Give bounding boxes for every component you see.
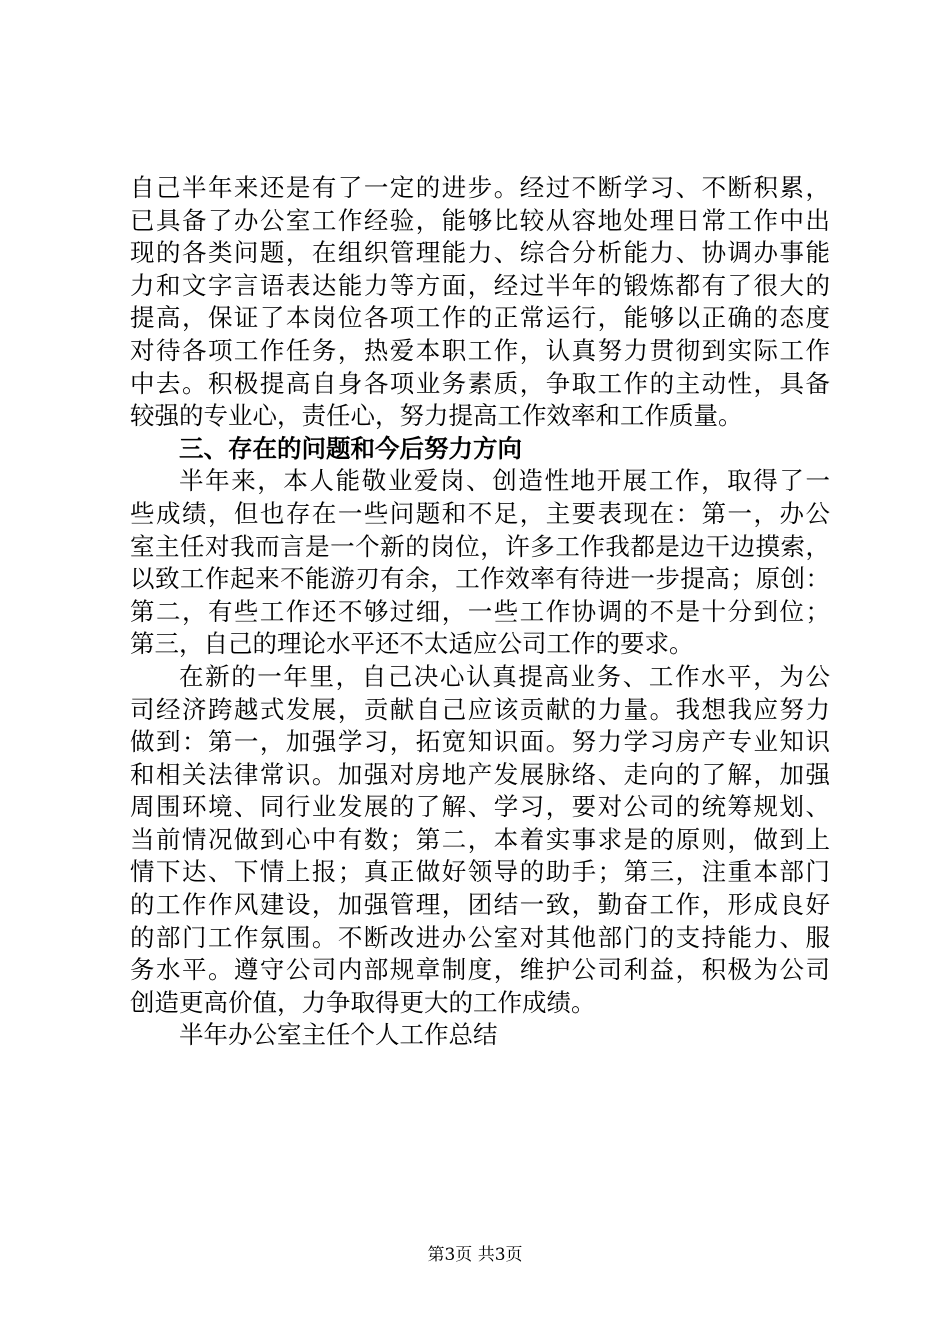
section-heading: 三、存在的问题和今后努力方向 xyxy=(179,433,522,463)
paragraph-3-line: 创造更高价值，力争取得更大的工作成绩。 xyxy=(130,987,596,1017)
paragraph-1-line: 自己半年来还是有了一定的进步。经过不断学习、不断积累， xyxy=(130,173,830,202)
paragraph-3-line: 和相关法律常识。加强对房地产发展脉络、走向的了解，加强 xyxy=(130,759,830,789)
page-number-label: 第3页 共3页 xyxy=(427,1245,523,1265)
paragraph-3-line: 当前情况做到心中有数；第二，本着实事求是的原则，做到上 xyxy=(130,824,830,854)
paragraph-3-line: 的部门工作氛围。不断改进办公室对其他部门的支持能力、服 xyxy=(130,922,830,952)
paragraph-3-line: 务水平。遵守公司内部规章制度，维护公司利益，积极为公司 xyxy=(130,955,830,985)
paragraph-3-line: 做到：第一，加强学习，拓宽知识面。努力学习房产专业知识 xyxy=(130,727,830,757)
paragraph-2-line: 以致工作起来不能游刃有余，工作效率有待进一步提高；原创： xyxy=(130,564,830,594)
paragraph-2-line: 室主任对我而言是一个新的岗位，许多工作我都是边干边摸索， xyxy=(130,531,830,561)
paragraph-1-line: 提高，保证了本岗位各项工作的正常运行，能够以正确的态度 xyxy=(130,303,830,333)
paragraph-1-line: 力和文字言语表达能力等方面，经过半年的锻炼都有了很大的 xyxy=(130,270,830,300)
closing-title: 半年办公室主任个人工作总结 xyxy=(179,1020,498,1050)
paragraph-1-line: 现的各类问题，在组织管理能力、综合分析能力、协调办事能 xyxy=(130,238,830,268)
paragraph-3-line: 周围环境、同行业发展的了解、学习，要对公司的统筹规划、 xyxy=(130,792,830,822)
page-footer xyxy=(0,1244,950,1266)
paragraph-3-line: 情下达、下情上报；真正做好领导的助手；第三，注重本部门 xyxy=(130,857,830,887)
paragraph-1-line: 较强的专业心，责任心，努力提高工作效率和工作质量。 xyxy=(130,401,743,431)
paragraph-1-line: 中去。积极提高自身各项业务素质，争取工作的主动性，具备 xyxy=(130,368,830,398)
paragraph-3-line: 在新的一年里，自己决心认真提高业务、工作水平，为公 xyxy=(179,661,830,691)
paragraph-3-line: 的工作作风建设，加强管理，团结一致，勤奋工作，形成良好 xyxy=(130,890,830,920)
paragraph-2-line: 第二，有些工作还不够过细，一些工作协调的不是十分到位； xyxy=(130,596,830,626)
paragraph-1-line: 已具备了办公室工作经验，能够比较从容地处理日常工作中出 xyxy=(130,205,830,235)
paragraph-1-line: 对待各项工作任务，热爱本职工作，认真努力贯彻到实际工作 xyxy=(130,335,830,365)
document-body xyxy=(130,172,830,1052)
paragraph-3-line: 司经济跨越式发展，贡献自己应该贡献的力量。我想我应努力 xyxy=(130,694,830,724)
paragraph-2-line: 些成绩，但也存在一些问题和不足，主要表现在：第一，办公 xyxy=(130,498,830,528)
paragraph-2-line: 第三，自己的理论水平还不太适应公司工作的要求。 xyxy=(130,629,694,659)
paragraph-2-line: 半年来，本人能敬业爱岗、创造性地开展工作，取得了一 xyxy=(179,466,830,496)
